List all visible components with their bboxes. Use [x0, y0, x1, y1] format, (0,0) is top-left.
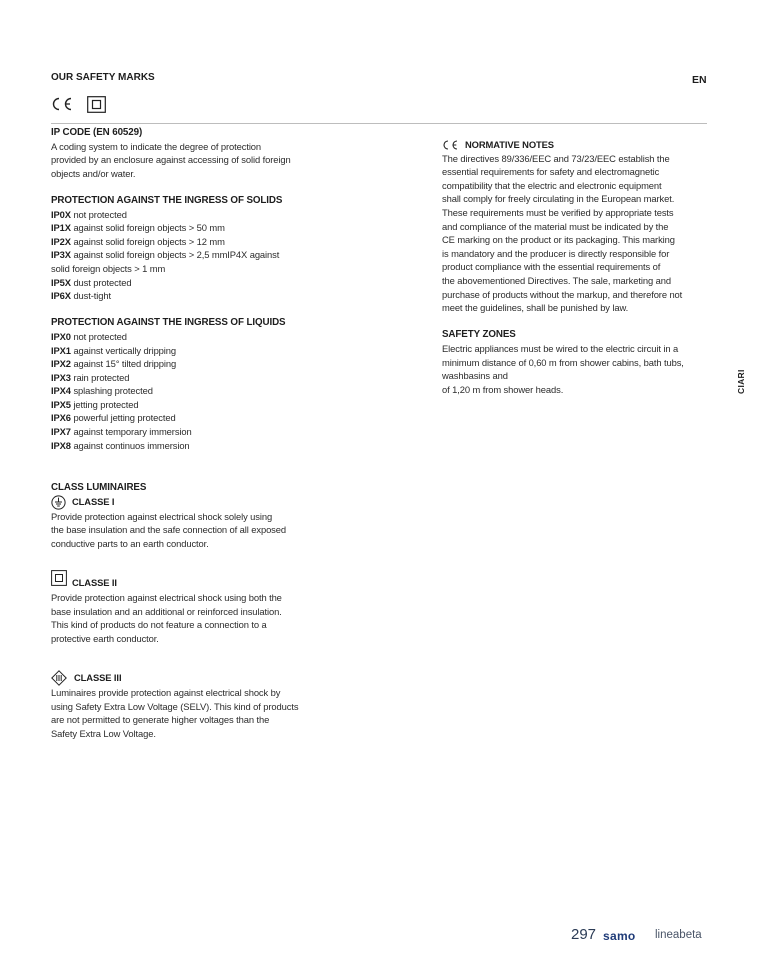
- normative-text-line: product compliance with the essential requirements of: [442, 261, 661, 273]
- ip-code-text-line: provided by an enclosure against accessing of solid foreign: [51, 154, 291, 166]
- safety-zones-text-line: of 1,20 m from shower heads.: [442, 383, 564, 395]
- liquids-item: IPX2 against 15° tilted dripping: [51, 358, 177, 370]
- liquids-item: IPX1 against vertically dripping: [51, 344, 177, 356]
- language-label: EN: [692, 74, 707, 86]
- solids-item: IP6X dust-tight: [51, 290, 112, 302]
- class2-text-line: This kind of products do not feature a connection to a: [51, 619, 267, 631]
- solids-item: solid foreign objects > 1 mm: [51, 262, 166, 274]
- ce-mark-icon: [51, 97, 75, 111]
- safety-zones-text-line: washbasins and: [442, 370, 508, 382]
- normative-text-line: is mandatory and the producer is directly responsible for: [442, 247, 670, 259]
- class1-label: CLASSE I: [72, 496, 115, 508]
- liquids-item: IPX6 powerful jetting protected: [51, 412, 176, 424]
- product-line-name: lineabeta: [655, 929, 702, 941]
- double-square-icon: [51, 570, 67, 586]
- class2-label: CLASSE II: [72, 577, 117, 589]
- ip-code-text-line: A coding system to indicate the degree of protection: [51, 140, 262, 152]
- normative-text-line: essential requirements for safety and electromagnetic: [442, 166, 660, 178]
- liquids-item: IPX4 splashing protected: [51, 385, 153, 397]
- class1-text-line: the base insulation and the safe connection of all exposed: [51, 524, 286, 536]
- page-number: 297: [571, 926, 597, 943]
- normative-text-line: and compliance of the material must be indicated by the: [442, 220, 669, 232]
- solids-item: IP2X against solid foreign objects > 12 mm: [51, 235, 225, 247]
- normative-title: NORMATIVE NOTES: [465, 139, 554, 150]
- normative-text-line: the abovementioned Directives. The sale, marketing and: [442, 274, 671, 286]
- class1-text-line: conductive parts to an earth conductor.: [51, 537, 209, 549]
- liquids-title: PROTECTION AGAINST THE INGRESS OF LIQUIDS: [51, 317, 286, 329]
- left-column: [51, 126, 341, 452]
- class2-text-line: protective earth conductor.: [51, 632, 159, 644]
- liquids-item: IPX7 against temporary immersion: [51, 426, 192, 438]
- class3-text-line: Luminaires provide protection against electrical shock by: [51, 687, 281, 698]
- diamond-iii-icon: [51, 670, 67, 686]
- class3-text-line: Safety Extra Low Voltage.: [51, 727, 156, 739]
- safety-zones-title: SAFETY ZONES: [442, 329, 516, 341]
- ip-code-text-line: objects and/or water.: [51, 167, 136, 179]
- solids-title: PROTECTION AGAINST THE INGRESS OF SOLIDS: [51, 194, 283, 206]
- header-divider: [51, 123, 707, 124]
- earth-ground-icon: [51, 495, 66, 510]
- normative-text-line: meet the guidelines, shall be punished by law.: [442, 302, 629, 314]
- normative-text-line: The directives 89/336/EEC and 73/23/EEC establish the: [442, 152, 670, 164]
- ce-mark-icon: [442, 140, 459, 150]
- normative-text-line: These requirements must be verified by appropriate tests: [442, 206, 674, 218]
- class3-section: [51, 670, 341, 740]
- class1-heading: [51, 495, 341, 510]
- normative-text-line: compatibility that the electric and electronic equipment: [442, 179, 662, 191]
- liquids-item: IPX0 not protected: [51, 330, 127, 342]
- solids-item: IP5X dust protected: [51, 276, 132, 288]
- class3-text-line: using Safety Extra Low Voltage (SELV). This kind of products: [51, 700, 299, 712]
- liquids-item: IPX5 jetting protected: [51, 398, 139, 410]
- class2-heading: [51, 570, 341, 589]
- class-luminaires-section: [51, 481, 341, 550]
- liquids-item: IPX8 against continuos immersion: [51, 439, 190, 451]
- normative-text-line: CE marking on the product or its packaging. This marking: [442, 234, 675, 246]
- solids-item: IP1X against solid foreign objects > 50 mm: [51, 222, 225, 234]
- section-side-tab: CIARI: [736, 369, 746, 394]
- class3-heading: [51, 670, 341, 686]
- normative-text-line: shall comply for freely circulating in the European market.: [442, 193, 675, 205]
- page-title: OUR SAFETY MARKS: [51, 72, 155, 83]
- solids-item: IP0X not protected: [51, 208, 127, 220]
- liquids-item: IPX3 rain protected: [51, 371, 130, 383]
- class2-text-line: Provide protection against electrical shock using both the: [51, 592, 282, 603]
- class1-text-line: Provide protection against electrical shock solely using: [51, 510, 273, 522]
- solids-item: IP3X against solid foreign objects > 2,5 mmIP4X against: [51, 249, 280, 261]
- class2-section: [51, 570, 341, 645]
- class-ii-double-square-icon: [87, 96, 106, 113]
- brand-logo: samo: [603, 929, 636, 943]
- class3-text-line: are not permitted to generate higher voltages than the: [51, 714, 270, 726]
- class3-label: CLASSE III: [74, 672, 122, 684]
- safety-zones-text-line: minimum distance of 0,60 m from shower cabins, bath tubs,: [442, 356, 684, 368]
- ip-code-title: IP CODE (EN 60529): [51, 127, 143, 138]
- safety-zones-text-line: Electric appliances must be wired to the electric circuit in a: [442, 342, 679, 354]
- normative-heading: [442, 138, 717, 152]
- class2-text-line: base insulation and an additional or reinforced insulation.: [51, 605, 282, 617]
- normative-text-line: purchase of products without the markup, and therefore not: [442, 288, 683, 300]
- class-luminaires-title: CLASS LUMINAIRES: [51, 482, 147, 493]
- right-column: [442, 138, 717, 396]
